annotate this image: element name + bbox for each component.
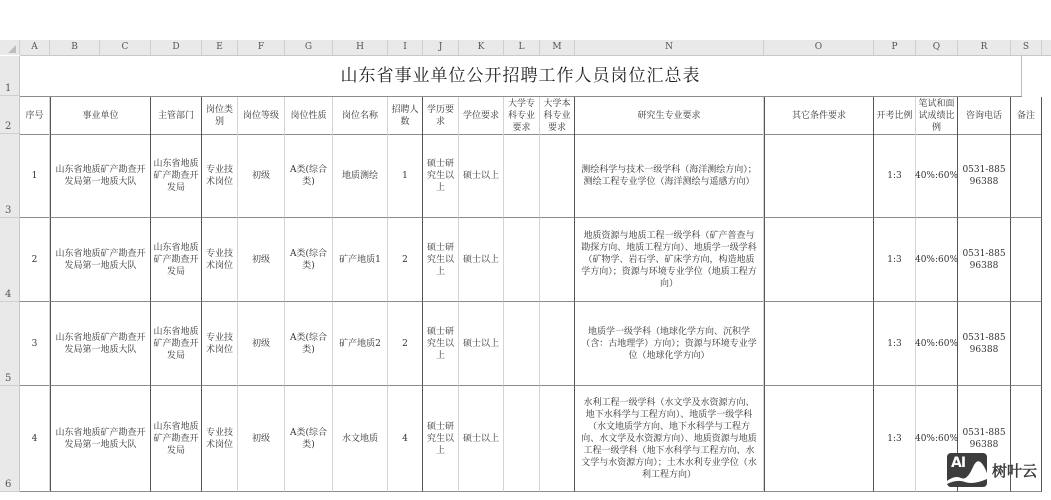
cell-unit[interactable]: 山东省地质矿产勘查开发局第一地质大队 (50, 386, 151, 492)
column-header-m[interactable]: M (540, 40, 575, 55)
column-header-b[interactable]: B (50, 40, 100, 55)
header-seq[interactable]: 序号 (20, 97, 50, 135)
table-row (20, 218, 1022, 302)
header-college-major[interactable]: 大学专科专业要求 (504, 97, 540, 135)
column-header-q[interactable]: Q (916, 40, 958, 55)
row-header-4[interactable] (0, 218, 19, 302)
column-header-l[interactable]: L (504, 40, 540, 55)
cell-other[interactable] (764, 302, 874, 386)
cell-post-type[interactable]: 专业技术岗位 (202, 386, 238, 492)
row-header-bar (0, 56, 20, 492)
cell-unit[interactable]: 山东省地质矿产勘查开发局第一地质大队 (50, 302, 151, 386)
column-header-g[interactable]: G (285, 40, 333, 55)
cell-post-name[interactable]: 地质测绘 (333, 134, 388, 218)
column-header-bar (20, 40, 1051, 56)
header-dept[interactable]: 主管部门 (151, 97, 202, 135)
column-header-f[interactable]: F (238, 40, 285, 55)
header-score-ratio[interactable]: 笔试和面试成绩比例 (916, 97, 958, 135)
top-blank-area (0, 0, 1051, 40)
cell-grad-major[interactable]: 水利工程一级学科（水文学及水资源方向、地下水科学与工程方向）、地质学一级学科（水文地质学方向、地下水科学与工程方向、水文学及水资源方向）、地质资源与地质工程一级学科（地下水科学与工程方向、水文学与水资源方向）；土木水利专业学位（水利工程方向） (575, 386, 764, 492)
header-remark[interactable]: 备注 (1011, 97, 1042, 135)
cell-grad-major[interactable]: 地质资源与地质工程一级学科（矿产普查与勘探方向、地质工程方向）、地质学一级学科（矿物学、岩石学、矿床学方向，构造地质学方向）；资源与环境专业学位（地质工程方向） (575, 218, 764, 302)
cell-degree[interactable]: 硕士以上 (459, 134, 504, 218)
header-bachelor-major[interactable]: 大学本科专业要求 (540, 97, 575, 135)
cell-degree[interactable]: 硕士以上 (459, 302, 504, 386)
header-education[interactable]: 学历要求 (423, 97, 459, 135)
cell-other[interactable] (764, 218, 874, 302)
row-number: 6 (5, 479, 12, 490)
header-other[interactable]: 其它条件要求 (764, 97, 874, 135)
cell-post-type[interactable]: 专业技术岗位 (202, 218, 238, 302)
cell-score-ratio[interactable]: 40%:60% (916, 386, 958, 492)
column-header-h[interactable]: H (333, 40, 388, 55)
cell-post-level[interactable]: 初级 (238, 218, 285, 302)
cell-other[interactable] (764, 134, 874, 218)
sheet-title[interactable]: 山东省事业单位公开招聘工作人员岗位汇总表 (20, 56, 1022, 96)
column-header-r[interactable]: R (958, 40, 1011, 55)
cell-post-nature[interactable]: A类(综合类) (285, 302, 333, 386)
cell-college-major[interactable] (504, 386, 540, 492)
header-unit[interactable]: 事业单位 (50, 97, 151, 135)
column-header-n[interactable]: N (575, 40, 764, 55)
table-row (20, 386, 1022, 492)
cell-post-type[interactable]: 专业技术岗位 (202, 302, 238, 386)
cell-headcount[interactable]: 1 (388, 134, 423, 218)
table-row (20, 302, 1022, 386)
header-post-nature[interactable]: 岗位性质 (285, 97, 333, 135)
column-header-o[interactable]: O (764, 40, 874, 55)
cell-post-name[interactable]: 水文地质 (333, 386, 388, 492)
cell-remark[interactable] (1011, 218, 1042, 302)
column-header-i[interactable]: I (388, 40, 423, 55)
row-header-1[interactable] (0, 56, 19, 96)
cell-bachelor-major[interactable] (540, 218, 575, 302)
row-number: 5 (5, 373, 12, 384)
row-number: 2 (5, 121, 12, 132)
cell-post-nature[interactable]: A类(综合类) (285, 218, 333, 302)
row-number: 1 (5, 83, 12, 94)
cell-dept[interactable]: 山东省地质矿产勘查开发局 (151, 134, 202, 218)
cell-post-nature[interactable]: A类(综合类) (285, 134, 333, 218)
cell-phone[interactable]: 0531-88596388 (958, 386, 1011, 492)
column-header-s[interactable]: S (1011, 40, 1042, 55)
cell-score-ratio[interactable]: 40%:60% (916, 134, 958, 218)
cell-education[interactable]: 硕士研究生以上 (423, 386, 459, 492)
cell-seq[interactable]: 3 (20, 302, 50, 386)
cell-bachelor-major[interactable] (540, 302, 575, 386)
cell-remark[interactable] (1011, 134, 1042, 218)
cell-post-type[interactable]: 专业技术岗位 (202, 134, 238, 218)
cell-college-major[interactable] (504, 218, 540, 302)
cell-exam-ratio[interactable]: 1:3 (874, 302, 916, 386)
cell-seq[interactable]: 4 (20, 386, 50, 492)
cell-post-level[interactable]: 初级 (238, 134, 285, 218)
cell-dept[interactable]: 山东省地质矿产勘查开发局 (151, 302, 202, 386)
cell-post-name[interactable]: 矿产地质1 (333, 218, 388, 302)
row-header-5[interactable] (0, 302, 19, 386)
cell-score-ratio[interactable]: 40%:60% (916, 218, 958, 302)
cell-seq[interactable]: 1 (20, 134, 50, 218)
ai-logo-icon (947, 453, 987, 487)
row-header-3[interactable] (0, 134, 19, 218)
cell-exam-ratio[interactable]: 1:3 (874, 386, 916, 492)
cell-headcount[interactable]: 2 (388, 302, 423, 386)
cell-exam-ratio[interactable]: 1:3 (874, 218, 916, 302)
cell-seq[interactable]: 2 (20, 218, 50, 302)
cell-phone[interactable]: 0531-88596388 (958, 302, 1011, 386)
cell-other[interactable] (764, 386, 874, 492)
row-header-2[interactable] (0, 96, 19, 134)
cell-score-ratio[interactable]: 40%:60% (916, 302, 958, 386)
cell-exam-ratio[interactable]: 1:3 (874, 134, 916, 218)
cell-dept[interactable]: 山东省地质矿产勘查开发局 (151, 218, 202, 302)
column-header-d[interactable]: D (151, 40, 202, 55)
row-number: 3 (5, 205, 12, 216)
cell-degree[interactable]: 硕士以上 (459, 386, 504, 492)
header-post-level[interactable]: 岗位等级 (238, 97, 285, 135)
header-row (20, 96, 1035, 135)
watermark (947, 453, 1037, 487)
header-exam-ratio[interactable]: 开考比例 (874, 97, 916, 135)
cell-unit[interactable]: 山东省地质矿产勘查开发局第一地质大队 (50, 218, 151, 302)
cell-headcount[interactable]: 2 (388, 218, 423, 302)
cell-college-major[interactable] (504, 134, 540, 218)
cell-remark[interactable] (1011, 302, 1042, 386)
cell-college-major[interactable] (504, 302, 540, 386)
cell-bachelor-major[interactable] (540, 134, 575, 218)
header-degree[interactable]: 学位要求 (459, 97, 504, 135)
row-header-6[interactable] (0, 386, 19, 492)
header-phone[interactable]: 咨询电话 (958, 97, 1011, 135)
cell-unit[interactable]: 山东省地质矿产勘查开发局第一地质大队 (50, 134, 151, 218)
cell-post-level[interactable]: 初级 (238, 302, 285, 386)
cell-post-name[interactable]: 矿产地质2 (333, 302, 388, 386)
header-post-type[interactable]: 岗位类别 (202, 97, 238, 135)
cell-post-nature[interactable]: A类(综合类) (285, 386, 333, 492)
cell-phone[interactable]: 0531-88596388 (958, 218, 1011, 302)
row-number: 4 (5, 289, 12, 300)
cell-bachelor-major[interactable] (540, 386, 575, 492)
table-row (20, 134, 1022, 218)
cell-education[interactable]: 硕士研究生以上 (423, 134, 459, 218)
select-all-corner[interactable] (0, 40, 20, 55)
logo-text: AI (951, 455, 966, 471)
column-header-k[interactable]: K (459, 40, 504, 55)
header-post-name[interactable]: 岗位名称 (333, 97, 388, 135)
cell-education[interactable]: 硕士研究生以上 (423, 302, 459, 386)
brand-name: 树叶云 (992, 461, 1038, 480)
column-header-p[interactable]: P (874, 40, 916, 55)
cell-degree[interactable]: 硕士以上 (459, 218, 504, 302)
column-header-e[interactable]: E (202, 40, 238, 55)
column-header-j[interactable]: J (423, 40, 459, 55)
cell-phone[interactable]: 0531-88596388 (958, 134, 1011, 218)
cell-dept[interactable]: 山东省地质矿产勘查开发局 (151, 386, 202, 492)
column-header-c[interactable]: C (100, 40, 151, 55)
header-headcount[interactable]: 招聘人数 (388, 97, 423, 135)
cell-post-level[interactable]: 初级 (238, 386, 285, 492)
cell-headcount[interactable]: 4 (388, 386, 423, 492)
header-grad-major[interactable]: 研究生专业要求 (575, 97, 764, 135)
cell-education[interactable]: 硕士研究生以上 (423, 218, 459, 302)
column-header-a[interactable]: A (20, 40, 50, 55)
cell-grad-major[interactable]: 测绘科学与技术一级学科（海洋测绘方向）；测绘工程专业学位（海洋测绘与遥感方向） (575, 134, 764, 218)
cell-grad-major[interactable]: 地质学一级学科（地球化学方向、沉积学（含：古地理学）方向）；资源与环境专业学位（地球化学方向） (575, 302, 764, 386)
